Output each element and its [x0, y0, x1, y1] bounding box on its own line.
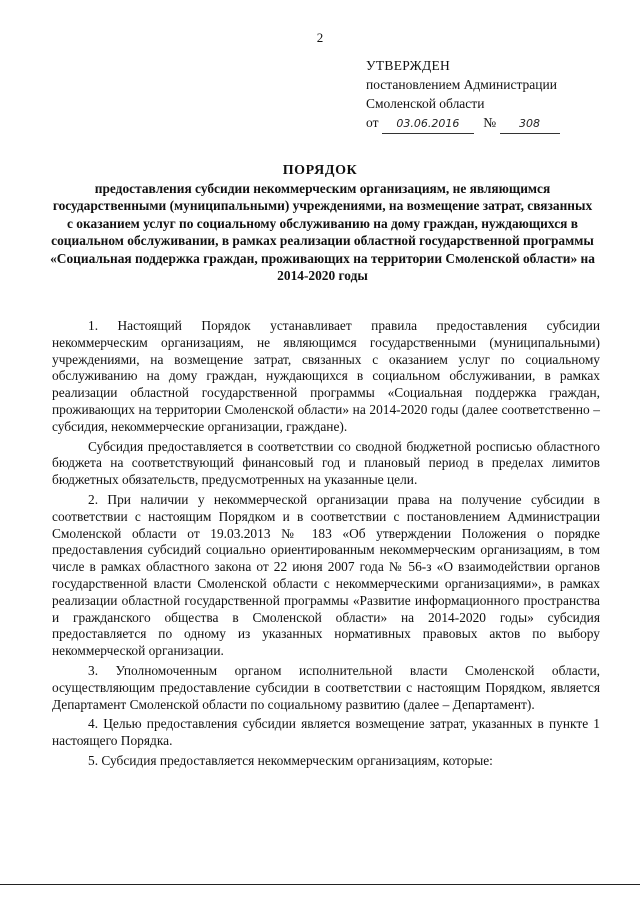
approval-stamp [366, 56, 606, 134]
page-number: 2 [316, 30, 324, 45]
paragraph-6: 5. Субсидия предоставляется некоммерческим организациям, которые: [88, 752, 493, 768]
number-prefix: № [483, 115, 497, 130]
handwritten-number: 308 [500, 114, 560, 134]
handwritten-date: 03.06.2016 [382, 114, 474, 134]
paragraph-4: 3. Уполномоченным органом исполнительной власти Смоленской области, осуществляющим предоставление субсидии в соответствии с настоящим Порядком, является Департамент Смоленской области по социальному развитию (далее – Департамент). [52, 662, 600, 712]
approval-date-line [366, 113, 606, 134]
bottom-rule [0, 884, 640, 885]
approval-line-1: постановлением Администрации [366, 77, 557, 92]
document-body [52, 318, 600, 770]
paragraph-5: 4. Целью предоставления субсидии является возмещение затрат, указанных в пункте 1 настоящего Порядка. [52, 716, 600, 749]
document-subtitle: предоставления субсидии некоммерческим организациям, не являющимся государственными (муниципальными) учреждениями, на возмещение затрат, связанных с оказанием услуг по социальному обслуживанию на дому граждан, нуждающихся в социальном обслуживании, в рамках реализации областной государственной программы «Социальная поддержка граждан, проживающих на территории Смоленской области» на 2014-2020 годы [50, 181, 595, 284]
paragraph-1: 1. Настоящий Порядок устанавливает правила предоставления субсидии некоммерческим организациям, не являющимся государственными (муниципальными) учреждениями, на возмещение затрат, связанных с оказанием услуг по социальному обслуживанию на дому граждан, нуждающихся в социальном обслуживании, в рамках реализации областной государственной программы «Социальная поддержка граждан, проживающих на территории Смоленской области» на 2014-2020 годы (далее соответственно – субсидия, некоммерческие организации, граждане). [52, 318, 600, 434]
paragraph-3: 2. При наличии у некоммерческой организации права на получение субсидии в соответствии с настоящим Порядком и в соответствии с постановлением Администрации Смоленской области от 19.03.2013 № 183 «Об утверждении Положения о порядке предоставления субсидий социально ориентированным некоммерческим организациям, в том числе в рамках областного закона от 22 июня 2007 года № 56-з «О взаимодействии органов государственной власти Смоленской области с некоммерческими организациями», в рамках реализации областной государственной программы «Развитие информационного пространства и гражданского общества в Смоленской области» на 2014-2020 годы» субсидия предоставляется по одному из указанных нормативных правовых актов по выбору некоммерческой организации. [52, 491, 600, 659]
paragraph-2: Субсидия предоставляется в соответствии со сводной бюджетной росписью областного бюджета на соответствующий финансовый год и плановый период в пределах лимитов бюджетных обязательств, предусмотренных на указанные цели. [52, 438, 600, 488]
document-title: ПОРЯДОК [282, 163, 358, 178]
approval-heading: УТВЕРЖДЕН [366, 58, 451, 73]
approval-line-2: Смоленской области [366, 96, 485, 111]
date-prefix: от [366, 115, 379, 130]
